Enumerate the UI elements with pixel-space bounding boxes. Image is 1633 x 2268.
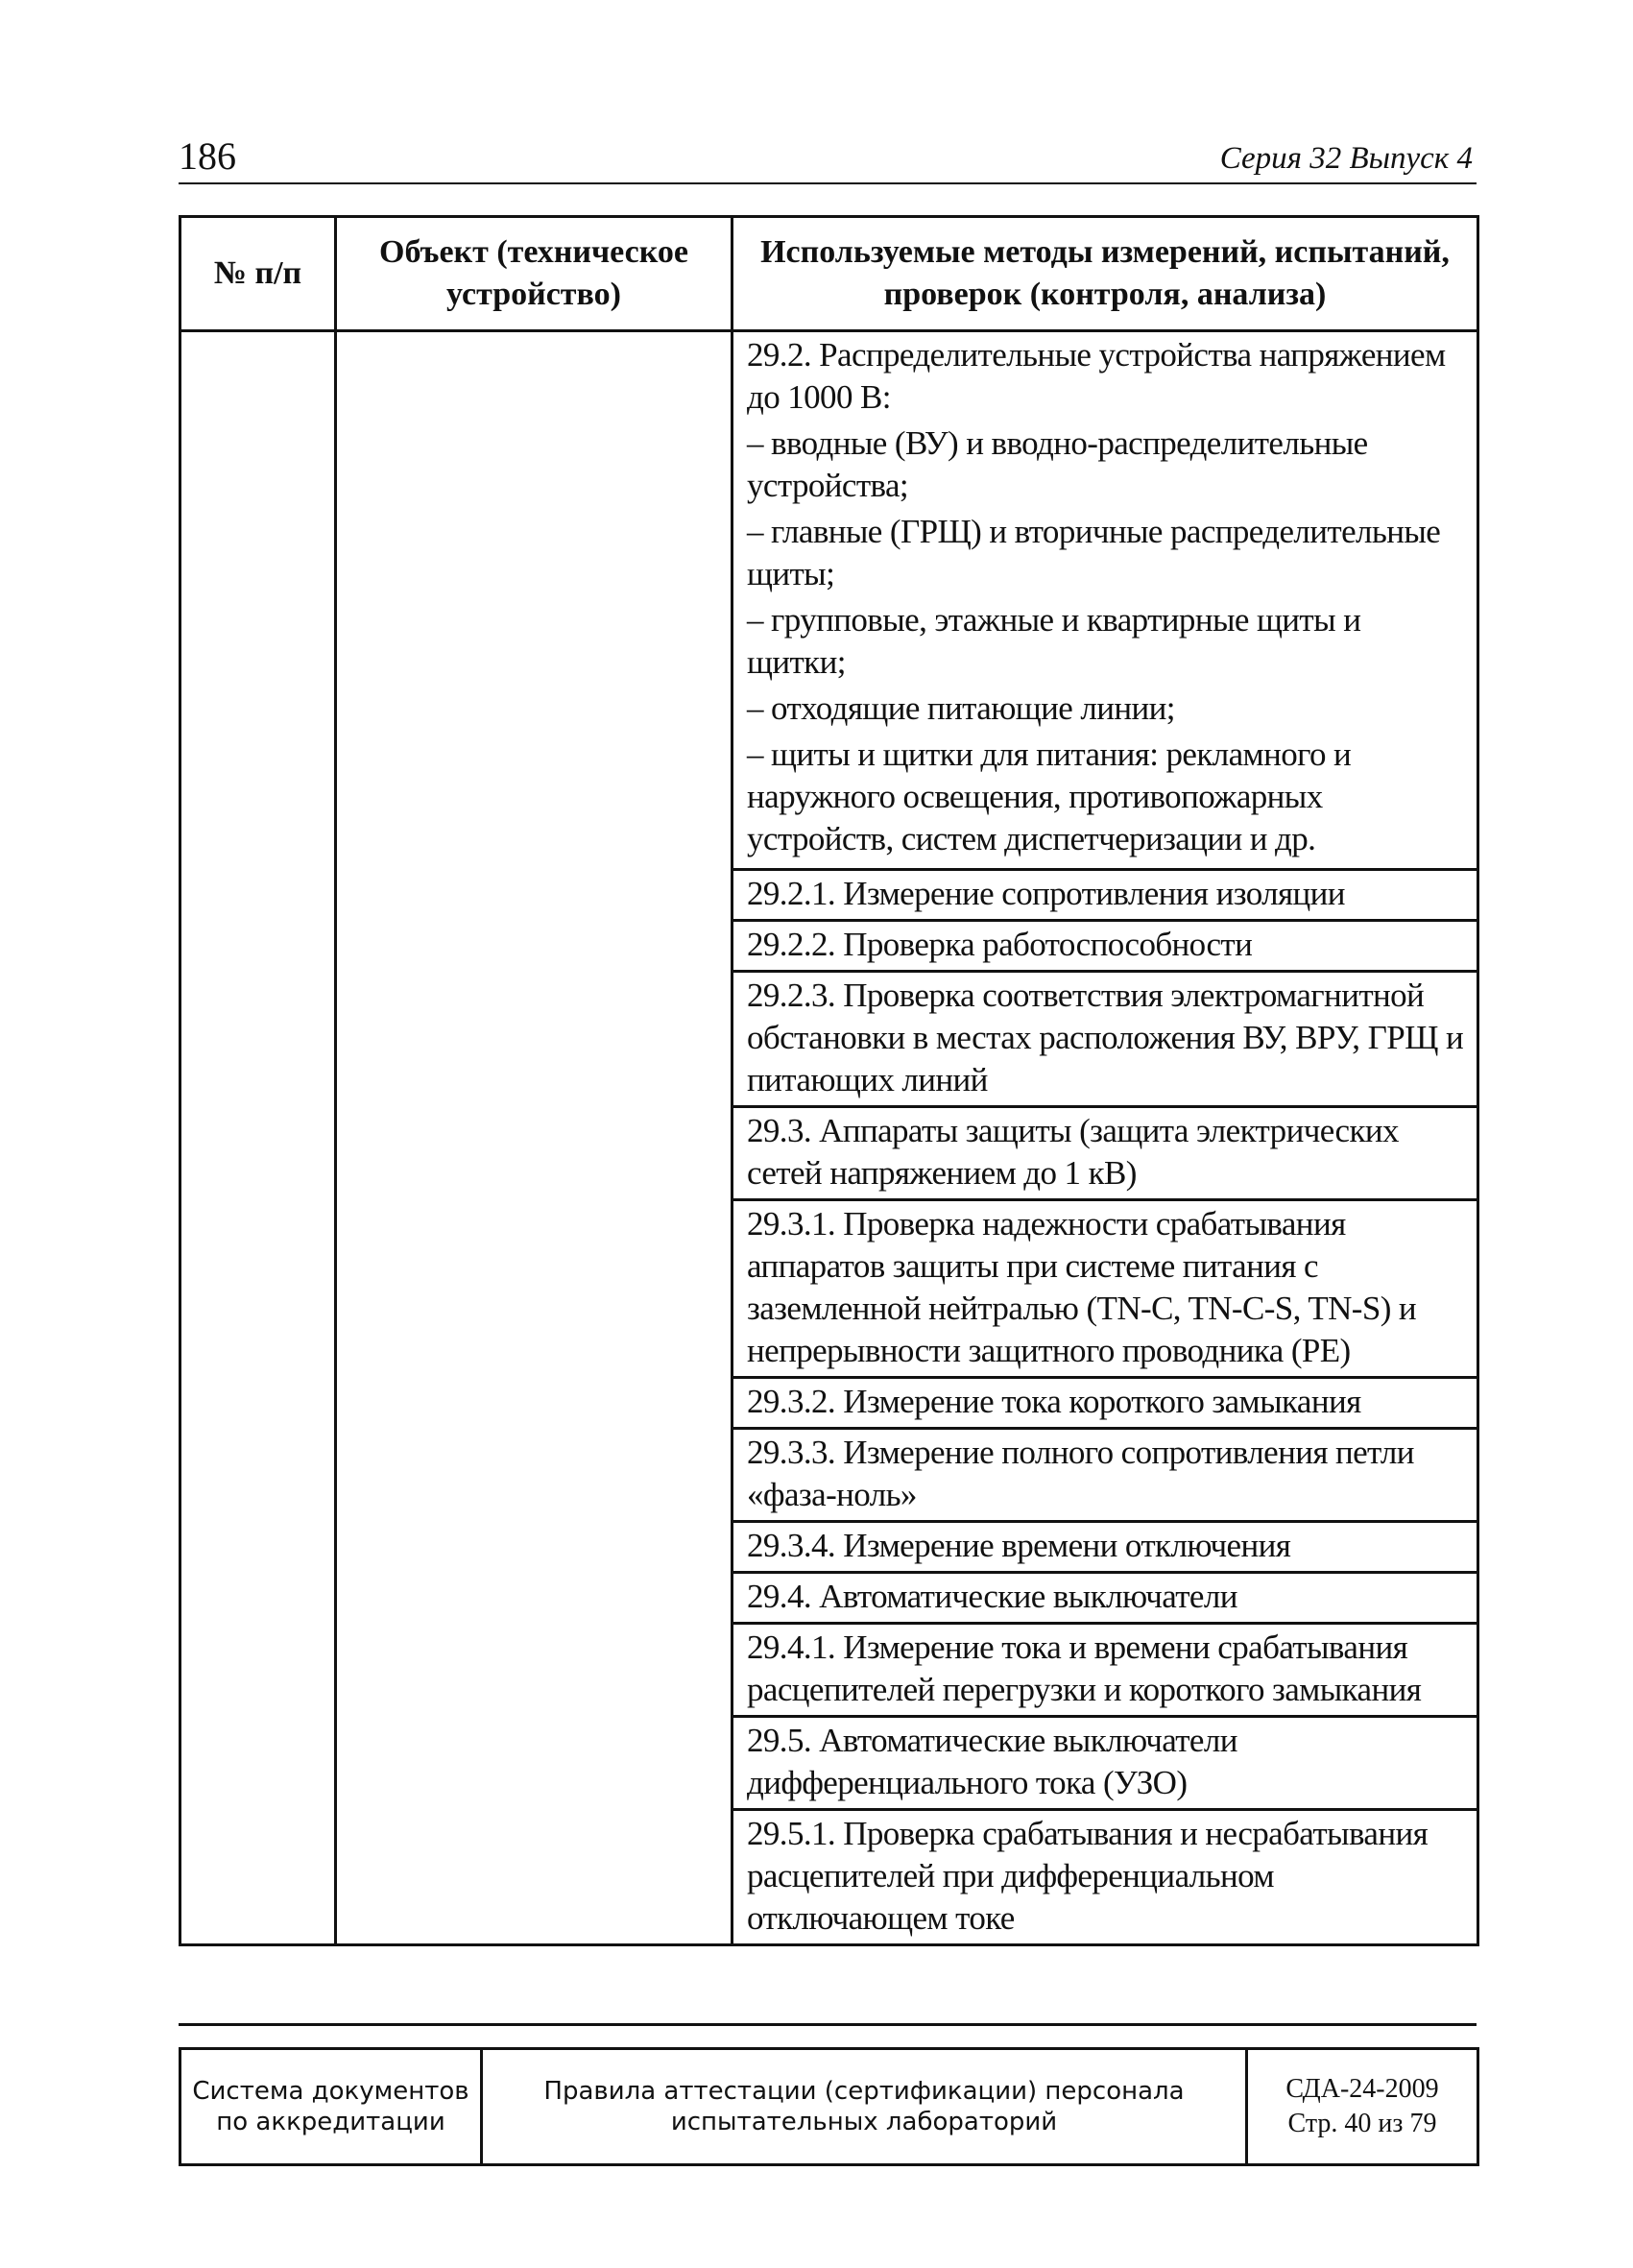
column-header-object: Объект (техническое устройство) [336, 217, 732, 331]
method-cell: 29.2.1. Измерение сопротивления изоляции [732, 870, 1478, 921]
methods-table [179, 215, 1479, 1946]
method-cell: 29.3.4. Измерение времени отключения [732, 1522, 1478, 1573]
method-cell: 29.5.1. Проверка срабатывания и несрабатывания расцепителей при дифференциальном отключающем токе [732, 1810, 1478, 1945]
intro-line: – главные (ГРЩ) и вторичные распределительные щиты; [747, 513, 1441, 592]
table-row [180, 331, 1478, 870]
method-cell: 29.3. Аппараты защиты (защита электрических сетей напряжением до 1 кВ) [732, 1107, 1478, 1200]
footer-page-indicator: Стр. 40 из 79 [1287, 2109, 1437, 2138]
intro-line: – групповые, этажные и квартирные щиты и щитки; [747, 601, 1361, 681]
method-cell: 29.3.3. Измерение полного сопротивления петли «фаза-ноль» [732, 1429, 1478, 1522]
method-cell: 29.2.3. Проверка соответствия электромагнитной обстановки в местах расположения ВУ, ВРУ, ГРЩ и питающих линий [732, 972, 1478, 1107]
object-cell [336, 331, 732, 1945]
table-header-row [180, 217, 1478, 331]
footer-table [179, 2047, 1479, 2166]
intro-cell [732, 331, 1478, 870]
footer-document-code: СДА-24-2009 [1285, 2074, 1439, 2104]
footer-divider [179, 2023, 1477, 2026]
intro-line: – отходящие питающие линии; [747, 689, 1175, 727]
column-header-number: № п/п [180, 217, 336, 331]
method-cell: 29.3.1. Проверка надежности срабатывания аппаратов защиты при системе питания с заземленной нейтралью (TN-C, TN-C-S, TN-S) и непрерывности защитного проводника (PE) [732, 1200, 1478, 1378]
method-cell: 29.5. Автоматические выключатели дифференциального тока (УЗО) [732, 1717, 1478, 1810]
method-cell: 29.2.2. Проверка работоспособности [732, 921, 1478, 972]
footer-row [180, 2049, 1478, 2165]
column-header-methods: Используемые методы измерений, испытаний, проверок (контроля, анализа) [732, 217, 1478, 331]
intro-line: – щиты и щитки для питания: рекламного и наружного освещения, противопожарных устройств, систем диспетчеризации и др. [747, 736, 1352, 857]
intro-line: – вводные (ВУ) и вводно-распределительные устройства; [747, 424, 1368, 504]
method-cell: 29.4. Автоматические выключатели [732, 1573, 1478, 1624]
footer-document-info [1247, 2049, 1478, 2165]
method-cell: 29.4.1. Измерение тока и времени срабатывания расцепителей перегрузки и короткого замыкания [732, 1624, 1478, 1717]
method-cell: 29.3.2. Измерение тока короткого замыкания [732, 1378, 1478, 1429]
footer-document-system: Система документов по аккредитации [180, 2049, 482, 2165]
intro-line: 29.2. Распределительные устройства напряжением до 1000 В: [747, 336, 1446, 416]
footer-document-title: Правила аттестации (сертификации) персонала испытательных лабораторий [482, 2049, 1247, 2165]
page-header [179, 133, 1477, 184]
number-cell [180, 331, 336, 1945]
page-number: 186 [179, 134, 236, 178]
series-title: Серия 32 Выпуск 4 [1219, 141, 1473, 176]
